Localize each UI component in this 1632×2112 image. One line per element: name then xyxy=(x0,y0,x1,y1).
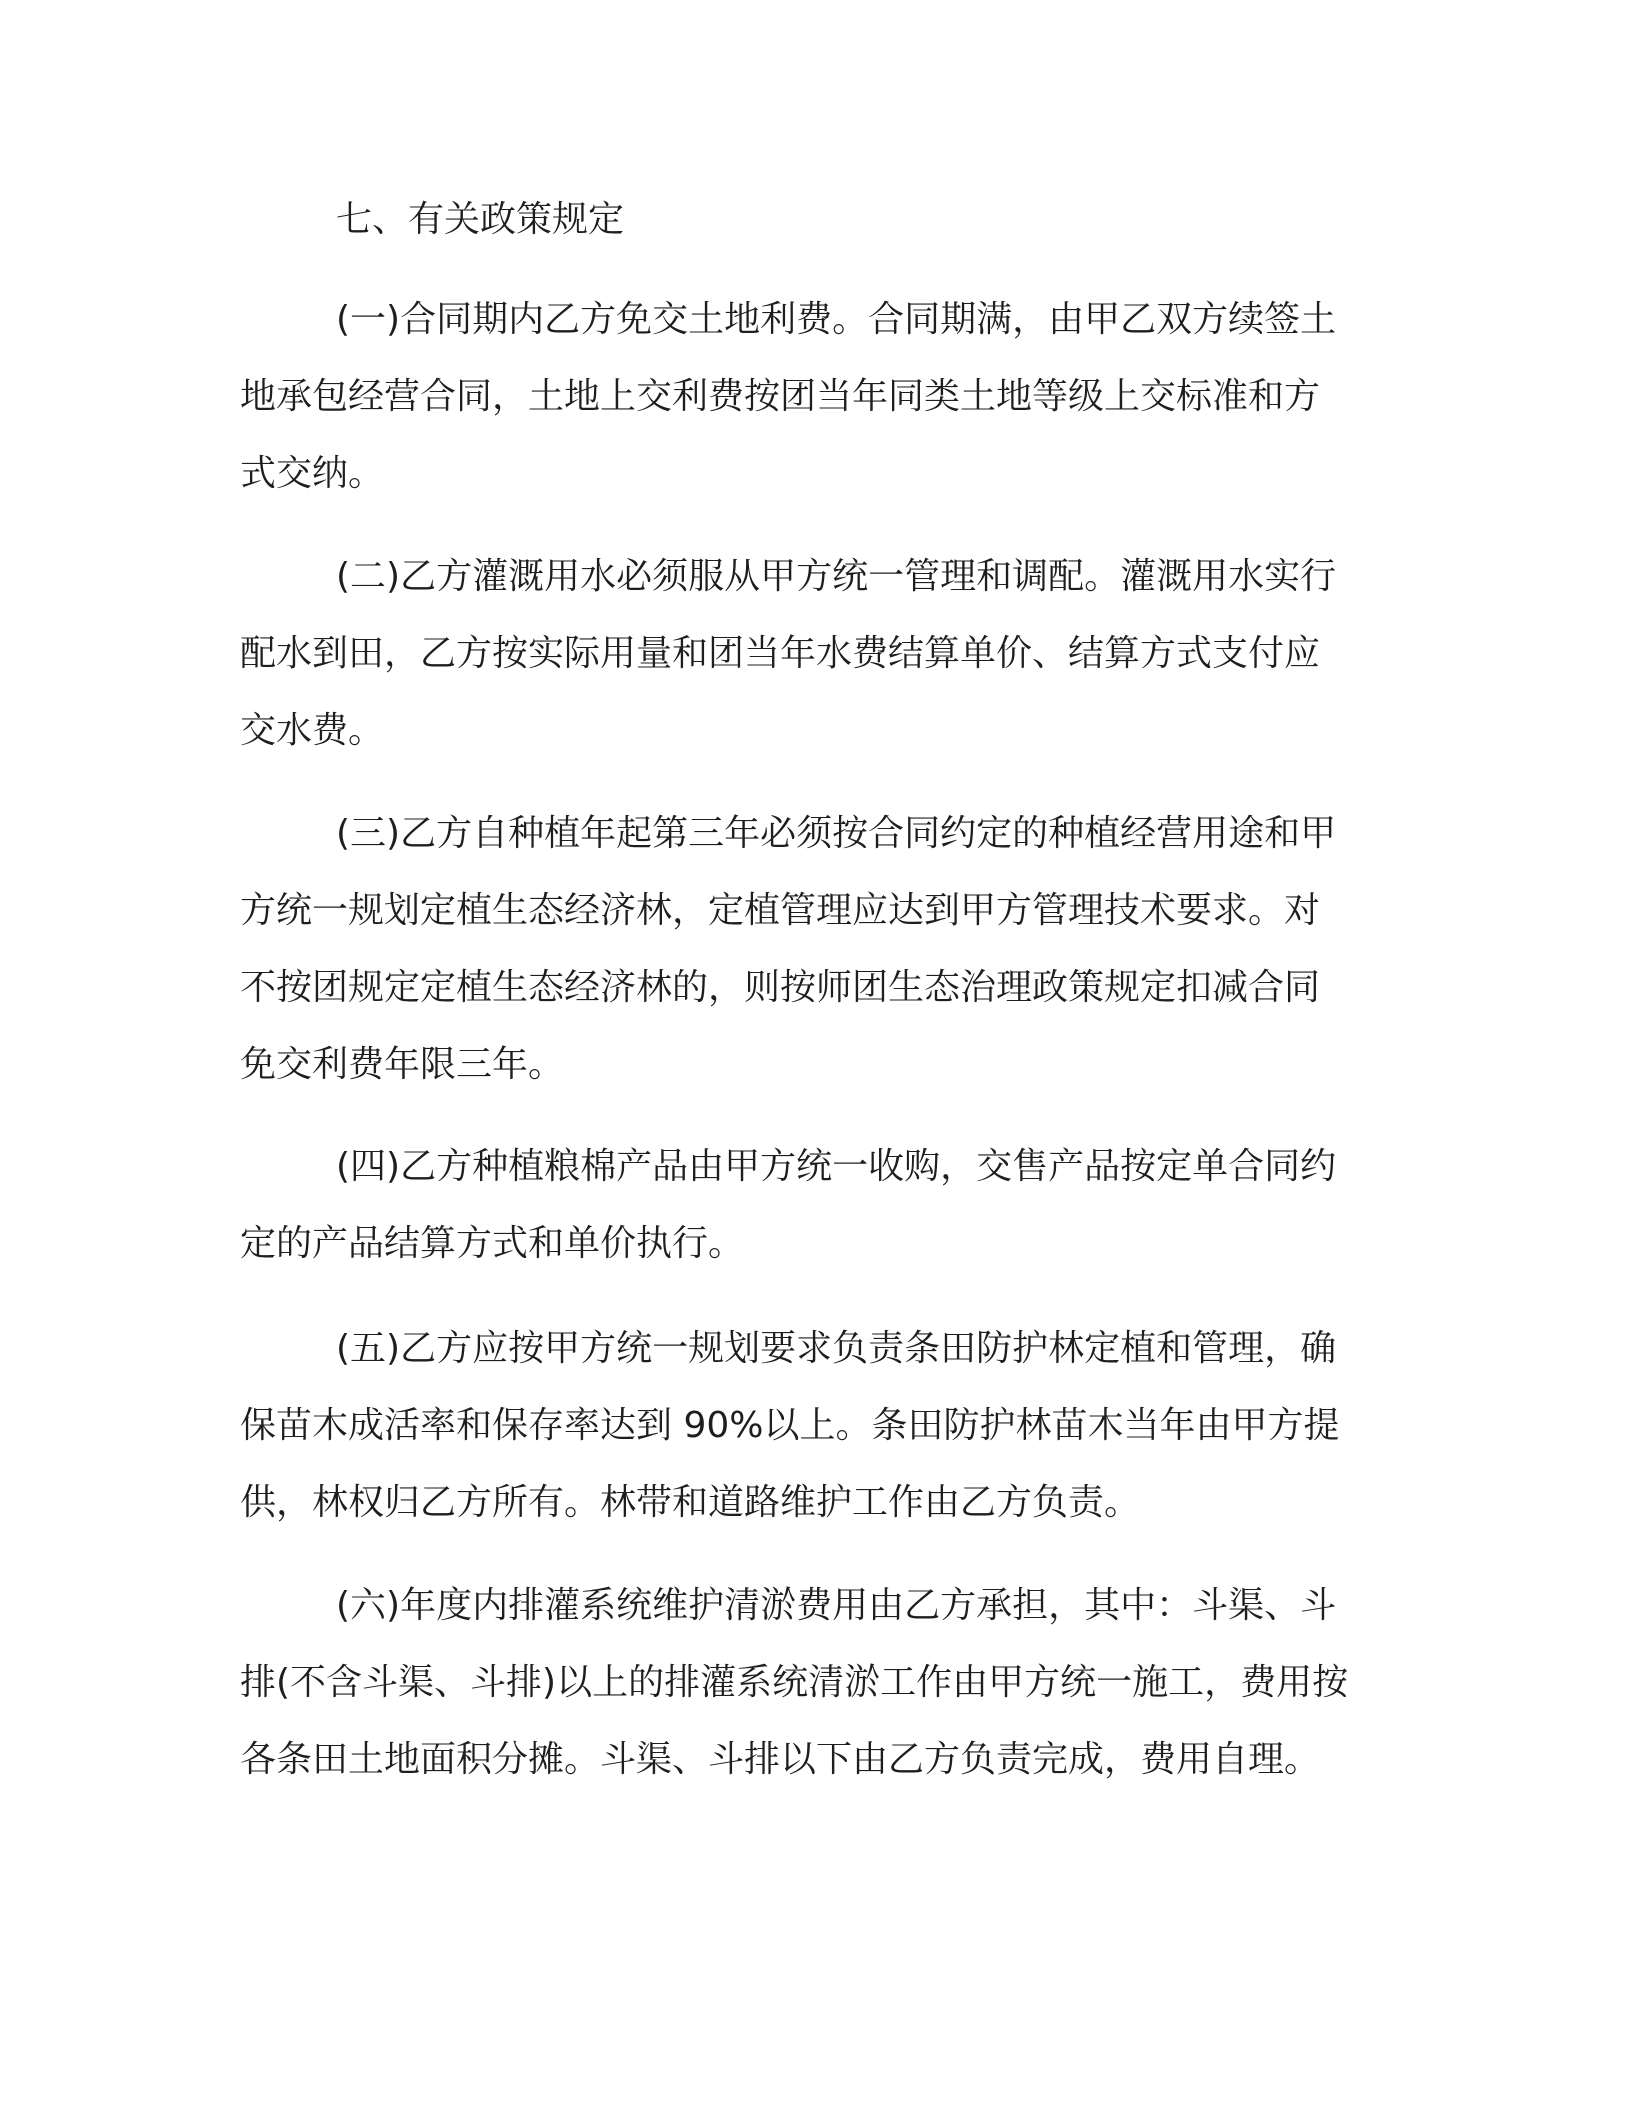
paragraph-line: 不按团规定定植生态经济林的，则按师团生态治理政策规定扣减合同 xyxy=(240,967,1321,1008)
paragraph-line: 交水费。 xyxy=(240,710,385,751)
paragraph-line: 保苗木成活率和保存率达到 90%以上。条田防护林苗木当年由甲方提 xyxy=(240,1405,1340,1446)
paragraph-1 xyxy=(240,281,1380,512)
paragraph-line: (四)乙方种植粮棉产品由甲方统一收购，交售产品按定单合同约 xyxy=(336,1146,1337,1187)
paragraph-line: 各条田土地面积分摊。斗渠、斗排以下由乙方负责完成，费用自理。 xyxy=(240,1739,1321,1780)
paragraph-line: 定的产品结算方式和单价执行。 xyxy=(240,1223,745,1264)
paragraph-line: (一)合同期内乙方免交土地利费。合同期满，由甲乙双方续签土 xyxy=(336,299,1337,340)
paragraph-line: 方统一规划定植生态经济林，定植管理应达到甲方管理技术要求。对 xyxy=(240,890,1321,931)
paragraph-4 xyxy=(240,1128,1380,1282)
paragraph-line: 式交纳。 xyxy=(240,453,385,494)
paragraph-line: 排(不含斗渠、斗排)以上的排灌系统清淤工作由甲方统一施工，费用按 xyxy=(240,1662,1349,1703)
paragraph-line: (二)乙方灌溉用水必须服从甲方统一管理和调配。灌溉用水实行 xyxy=(336,556,1337,597)
paragraph-line: (六)年度内排灌系统维护清淤费用由乙方承担，其中：斗渠、斗 xyxy=(336,1585,1337,1626)
paragraph-line: 免交利费年限三年。 xyxy=(240,1044,565,1085)
paragraph-line: (三)乙方自种植年起第三年必须按合同约定的种植经营用途和甲 xyxy=(336,813,1337,854)
paragraph-6 xyxy=(240,1567,1380,1798)
paragraph-line: 供，林权归乙方所有。林带和道路维护工作由乙方负责。 xyxy=(240,1482,1141,1523)
paragraph-3 xyxy=(240,795,1380,1103)
paragraph-line: (五)乙方应按甲方统一规划要求负责条田防护林定植和管理，确 xyxy=(336,1328,1337,1369)
paragraph-5 xyxy=(240,1310,1380,1541)
paragraph-2 xyxy=(240,538,1380,769)
section-heading: 七、有关政策规定 xyxy=(336,199,625,240)
paragraph-line: 地承包经营合同，土地上交利费按团当年同类土地等级上交标准和方 xyxy=(240,376,1321,417)
paragraph-line: 配水到田，乙方按实际用量和团当年水费结算单价、结算方式支付应 xyxy=(240,633,1321,674)
